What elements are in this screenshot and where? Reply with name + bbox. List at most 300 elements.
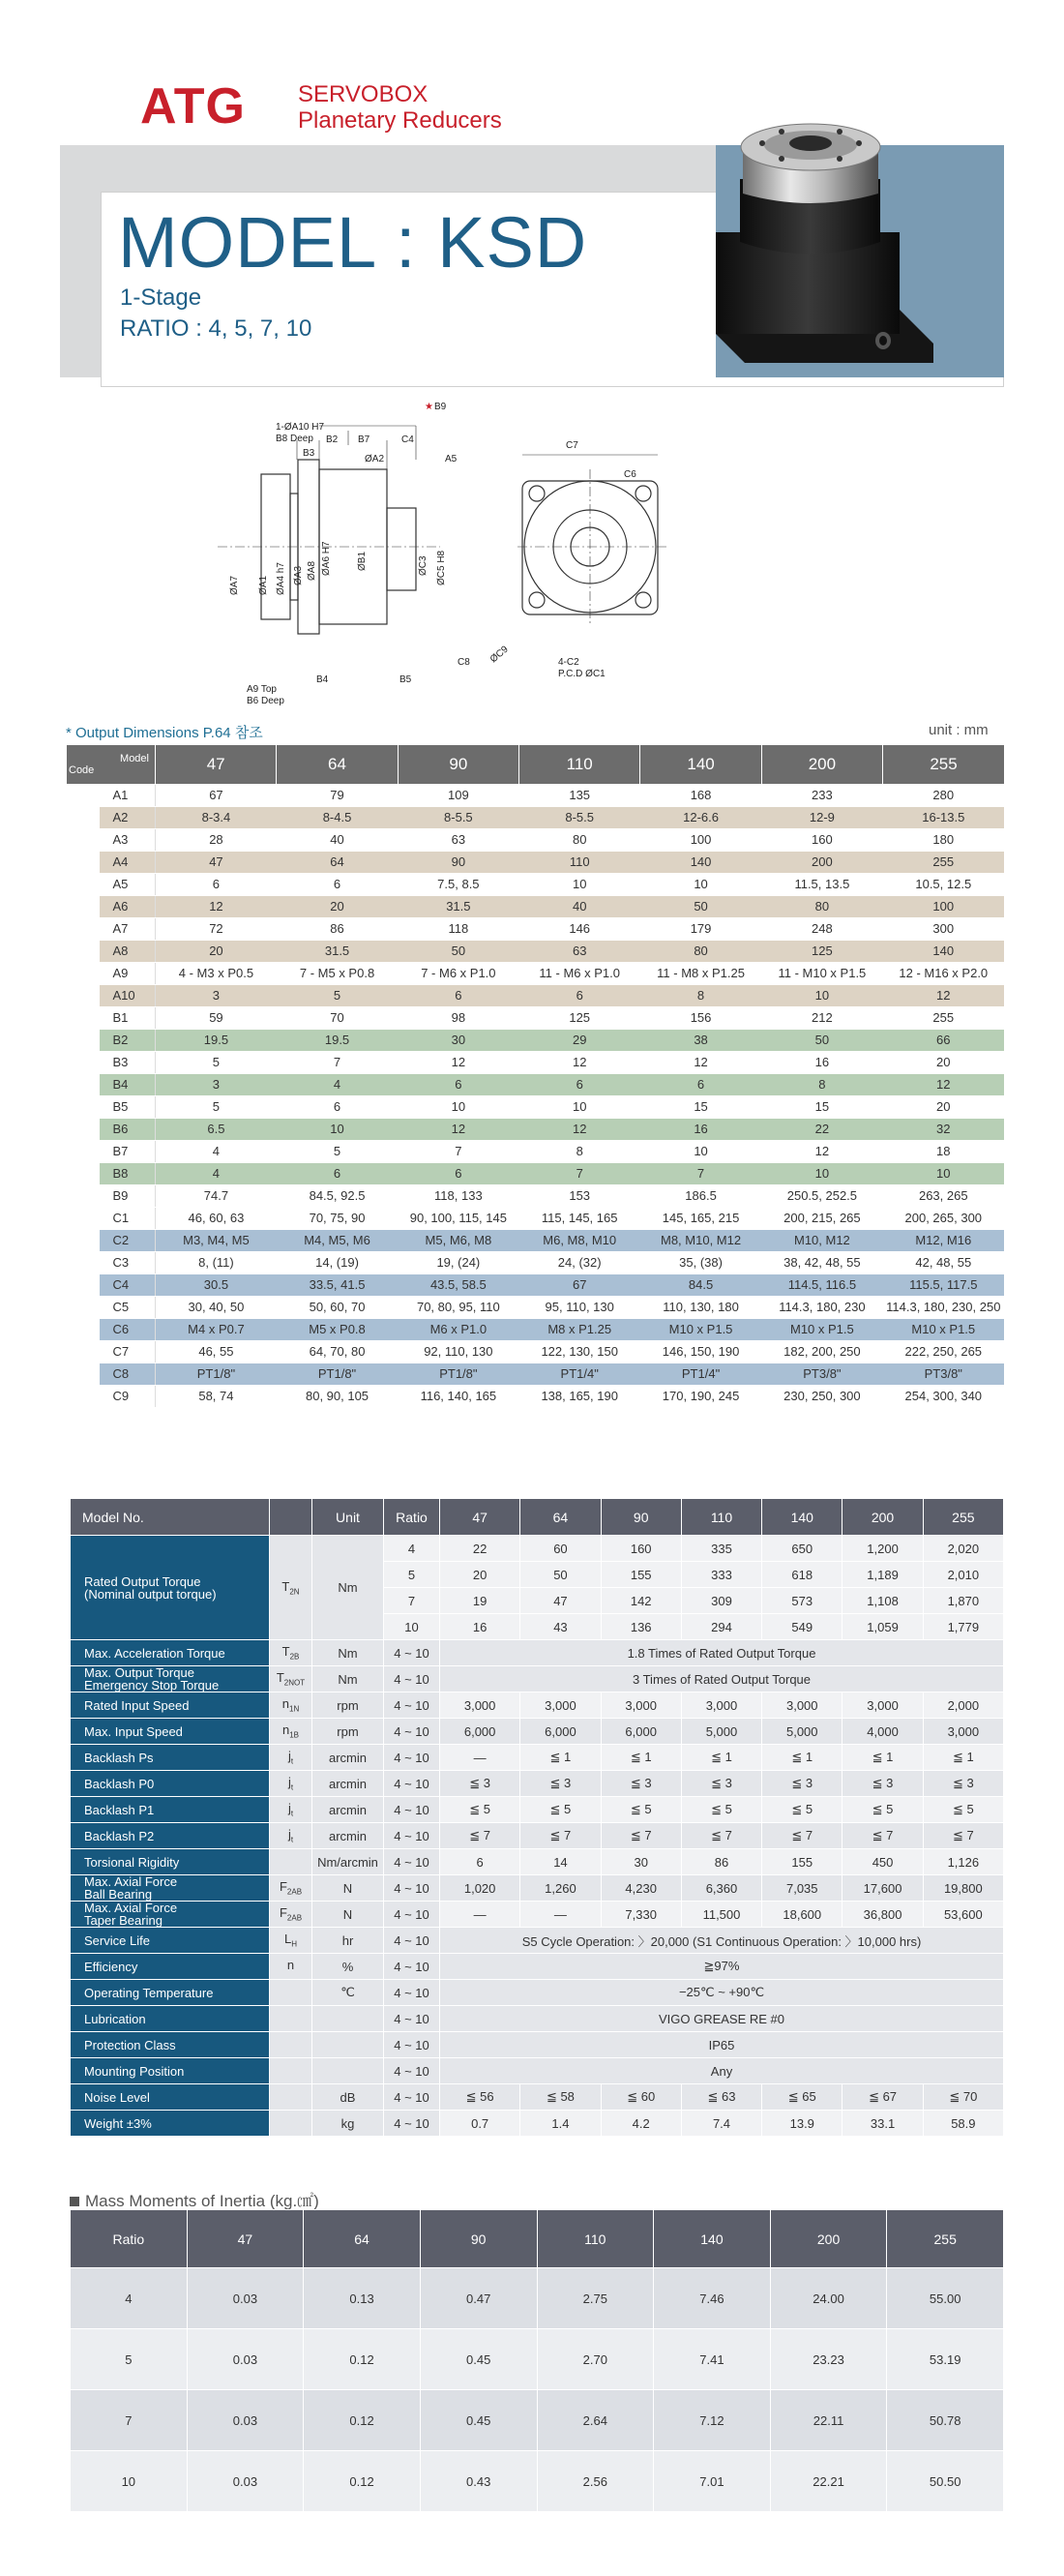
dimension-value: 58, 74 bbox=[156, 1385, 277, 1407]
dimension-value: 98 bbox=[398, 1006, 518, 1029]
spec-value: 3,000 bbox=[601, 1692, 681, 1719]
svg-text:C7: C7 bbox=[566, 440, 578, 451]
svg-text:ØB1: ØB1 bbox=[357, 551, 368, 571]
inertia-ratio: 10 bbox=[71, 2451, 188, 2512]
dimension-value: 255 bbox=[883, 1006, 1004, 1029]
inertia-col-header: 110 bbox=[537, 2210, 654, 2268]
inertia-value: 0.03 bbox=[187, 2390, 304, 2451]
spec-col-header: 64 bbox=[520, 1499, 601, 1536]
dimension-value: 200, 215, 265 bbox=[761, 1207, 882, 1229]
dimension-value: 12 bbox=[640, 1051, 761, 1073]
dimension-row bbox=[67, 1251, 1005, 1273]
dimension-value: 67 bbox=[156, 784, 277, 806]
inertia-ratio: 4 bbox=[71, 2268, 188, 2329]
spec-col-header: 200 bbox=[842, 1499, 923, 1536]
dimension-value: M4 x P0.7 bbox=[156, 1318, 277, 1340]
spec-value: 0.7 bbox=[440, 2111, 520, 2137]
spec-value: 333 bbox=[681, 1562, 761, 1588]
symbol-main: L bbox=[283, 1932, 292, 1947]
dimension-value: 40 bbox=[277, 828, 398, 851]
dimension-value: 12-6.6 bbox=[640, 806, 761, 828]
spec-col-header: 140 bbox=[762, 1499, 842, 1536]
dimension-code: C6 bbox=[100, 1318, 156, 1340]
spec-value: 1,020 bbox=[440, 1875, 520, 1902]
inertia-value: 55.00 bbox=[887, 2268, 1004, 2329]
dimension-code: A5 bbox=[100, 873, 156, 895]
dimension-value: 5 bbox=[156, 1051, 277, 1073]
spec-name: Max. Acceleration Torque bbox=[71, 1640, 270, 1666]
spec-unit: dB bbox=[312, 2084, 384, 2111]
spec-row bbox=[71, 1797, 1004, 1823]
spec-ratio: 7 bbox=[384, 1588, 440, 1614]
spec-value: 6,360 bbox=[681, 1875, 761, 1902]
col-header: 200 bbox=[761, 745, 882, 784]
dimension-value: 115.5, 117.5 bbox=[883, 1273, 1004, 1296]
inertia-value: 50.78 bbox=[887, 2390, 1004, 2451]
spec-name: Backlash Ps bbox=[71, 1745, 270, 1771]
spec-ratio: 4 ~ 10 bbox=[384, 2058, 440, 2084]
dimension-value: 4 bbox=[277, 1073, 398, 1095]
dimension-value: 42, 48, 55 bbox=[883, 1251, 1004, 1273]
dimension-code: A10 bbox=[100, 984, 156, 1006]
spec-value: ≦ 7 bbox=[762, 1823, 842, 1849]
inertia-col-header: 64 bbox=[304, 2210, 421, 2268]
spec-symbol bbox=[270, 2084, 312, 2111]
dimension-value: 10 bbox=[761, 1162, 882, 1184]
inertia-header-row bbox=[71, 2210, 1004, 2268]
spec-ratio: 4 ~ 10 bbox=[384, 2111, 440, 2137]
svg-text:ØC3: ØC3 bbox=[418, 555, 429, 576]
spec-unit: arcmin bbox=[312, 1823, 384, 1849]
dimension-value: 95, 110, 130 bbox=[519, 1296, 640, 1318]
svg-text:A9 Top: A9 Top bbox=[247, 684, 277, 695]
spec-value: 1,108 bbox=[842, 1588, 923, 1614]
svg-text:B2: B2 bbox=[326, 434, 339, 445]
dimension-value: 66 bbox=[883, 1029, 1004, 1051]
spec-name: Backlash P1 bbox=[71, 1797, 270, 1823]
dimension-value: 72 bbox=[156, 917, 277, 940]
dimension-value: 212 bbox=[761, 1006, 882, 1029]
dimension-value: 8 bbox=[640, 984, 761, 1006]
spec-unit bbox=[312, 2032, 384, 2058]
dimension-value: 135 bbox=[519, 784, 640, 806]
spec-ratio: 4 bbox=[384, 1536, 440, 1562]
dimension-value: 10 bbox=[640, 873, 761, 895]
spec-unit: rpm bbox=[312, 1692, 384, 1719]
model-info bbox=[120, 283, 311, 344]
spec-name: Max. Axial Force Taper Bearing bbox=[71, 1902, 270, 1928]
spec-symbol bbox=[270, 1536, 312, 1640]
inertia-value: 53.19 bbox=[887, 2329, 1004, 2390]
spec-symbol bbox=[270, 2111, 312, 2137]
dimension-code: C7 bbox=[100, 1340, 156, 1363]
dimension-value: 146 bbox=[519, 917, 640, 940]
dimension-value: 5 bbox=[277, 984, 398, 1006]
spec-unit: kg bbox=[312, 2111, 384, 2137]
spec-value: 1,126 bbox=[923, 1849, 1003, 1875]
dimension-row bbox=[67, 806, 1005, 828]
dimension-value: 8-5.5 bbox=[519, 806, 640, 828]
symbol-sub: 2AB bbox=[286, 1887, 303, 1897]
dimension-row bbox=[67, 1363, 1005, 1385]
svg-text:P.C.D ØC1: P.C.D ØC1 bbox=[558, 669, 606, 679]
dimension-code: B9 bbox=[100, 1184, 156, 1207]
spec-row bbox=[71, 1823, 1004, 1849]
dimension-value: 12-9 bbox=[761, 806, 882, 828]
dimension-value: M8, M10, M12 bbox=[640, 1229, 761, 1251]
inertia-col-header: 47 bbox=[187, 2210, 304, 2268]
spec-value: 3,000 bbox=[681, 1692, 761, 1719]
spec-value: ≦ 7 bbox=[601, 1823, 681, 1849]
spec-row bbox=[71, 1745, 1004, 1771]
dimension-value: 50 bbox=[398, 940, 518, 962]
dimension-value: 84.5, 92.5 bbox=[277, 1184, 398, 1207]
spec-name: Lubrication bbox=[71, 2006, 270, 2032]
dimension-code: A4 bbox=[100, 851, 156, 873]
svg-text:C4: C4 bbox=[401, 434, 414, 445]
dimension-code: B6 bbox=[100, 1118, 156, 1140]
col-header: 110 bbox=[519, 745, 640, 784]
dimension-row bbox=[67, 1385, 1005, 1407]
spec-span-value: VIGO GREASE RE #0 bbox=[440, 2006, 1004, 2032]
dimensions-header-row bbox=[67, 745, 1005, 784]
col-header: 90 bbox=[398, 745, 518, 784]
svg-text:B3: B3 bbox=[303, 448, 315, 459]
dimension-value: PT1/4" bbox=[640, 1363, 761, 1385]
svg-text:ØC5 H8: ØC5 H8 bbox=[436, 550, 447, 585]
spec-value: ≦ 1 bbox=[601, 1745, 681, 1771]
dimension-value: 20 bbox=[883, 1051, 1004, 1073]
spec-value: 60 bbox=[520, 1536, 601, 1562]
svg-text:ØA7: ØA7 bbox=[229, 575, 240, 595]
spec-value: 3,000 bbox=[520, 1692, 601, 1719]
spec-row bbox=[71, 2084, 1004, 2111]
spec-symbol bbox=[270, 2058, 312, 2084]
inertia-ratio: 7 bbox=[71, 2390, 188, 2451]
dimension-value: 10 bbox=[761, 984, 882, 1006]
inertia-title-text: Mass Moments of Inertia (kg.㎠) bbox=[85, 2192, 319, 2210]
symbol-sub: 2B bbox=[289, 1652, 300, 1662]
spec-value: ≦ 7 bbox=[440, 1823, 520, 1849]
dimension-value: 10 bbox=[277, 1118, 398, 1140]
spec-value: 18,600 bbox=[762, 1902, 842, 1928]
dimension-value: M6, M8, M10 bbox=[519, 1229, 640, 1251]
inertia-ratio: 5 bbox=[71, 2329, 188, 2390]
dimension-value: 50 bbox=[761, 1029, 882, 1051]
svg-text:ØA6 H7: ØA6 H7 bbox=[321, 541, 332, 576]
dimension-value: 64, 70, 80 bbox=[277, 1340, 398, 1363]
dimension-value: 80 bbox=[761, 895, 882, 917]
dimension-value: 153 bbox=[519, 1184, 640, 1207]
svg-text:4-C2: 4-C2 bbox=[558, 657, 579, 668]
inertia-value: 0.12 bbox=[304, 2329, 421, 2390]
spec-symbol bbox=[270, 1666, 312, 1692]
spec-unit: Nm bbox=[312, 1536, 384, 1640]
dimension-row bbox=[67, 1273, 1005, 1296]
spec-value: 2,010 bbox=[923, 1562, 1003, 1588]
dimension-value: M10 x P1.5 bbox=[883, 1318, 1004, 1340]
dimension-value: 46, 60, 63 bbox=[156, 1207, 277, 1229]
spec-value: 6,000 bbox=[520, 1719, 601, 1745]
dimension-value: 125 bbox=[519, 1006, 640, 1029]
symbol-main: n bbox=[281, 1696, 289, 1712]
symbol-main: j bbox=[287, 1801, 291, 1816]
dimension-code: B3 bbox=[100, 1051, 156, 1073]
spec-value: ≦ 3 bbox=[440, 1771, 520, 1797]
spec-value: ≦ 3 bbox=[762, 1771, 842, 1797]
symbol-sub: 2AB bbox=[286, 1913, 303, 1923]
symbol-sub: t bbox=[290, 1782, 294, 1792]
spec-name: Noise Level bbox=[71, 2084, 270, 2111]
dimension-value: 4 bbox=[156, 1162, 277, 1184]
spec-ratio: 4 ~ 10 bbox=[384, 1666, 440, 1692]
dimension-value: 138, 165, 190 bbox=[519, 1385, 640, 1407]
dimension-value: 16 bbox=[640, 1118, 761, 1140]
spec-value: 50 bbox=[520, 1562, 601, 1588]
spec-value: 6,000 bbox=[601, 1719, 681, 1745]
dimension-value: 84.5 bbox=[640, 1273, 761, 1296]
dimension-value: 30, 40, 50 bbox=[156, 1296, 277, 1318]
spec-ratio: 4 ~ 10 bbox=[384, 1980, 440, 2006]
dimension-value: 248 bbox=[761, 917, 882, 940]
dimension-value: 145, 165, 215 bbox=[640, 1207, 761, 1229]
group-label: A bbox=[67, 784, 100, 1006]
dimension-value: 4 bbox=[156, 1140, 277, 1162]
inertia-row bbox=[71, 2451, 1004, 2512]
spec-value: 53,600 bbox=[923, 1902, 1003, 1928]
spec-value: 4,230 bbox=[601, 1875, 681, 1902]
dimension-value: 12 bbox=[519, 1051, 640, 1073]
dimension-value: 10 bbox=[398, 1095, 518, 1118]
dimension-value: 59 bbox=[156, 1006, 277, 1029]
symbol-sub: t bbox=[290, 1835, 294, 1844]
brand-line-reducers: Planetary Reducers bbox=[298, 107, 502, 134]
product-image bbox=[706, 87, 958, 377]
inertia-value: 0.43 bbox=[420, 2451, 537, 2512]
spec-value: 5,000 bbox=[762, 1719, 842, 1745]
dimension-row bbox=[67, 1207, 1005, 1229]
spec-value: 1,189 bbox=[842, 1562, 923, 1588]
spec-col-header: Unit bbox=[312, 1499, 384, 1536]
page-title: MODEL : KSD bbox=[118, 202, 588, 283]
spec-col-header bbox=[270, 1499, 312, 1536]
spec-name: Torsional Rigidity bbox=[71, 1849, 270, 1875]
spec-symbol bbox=[270, 1954, 312, 1980]
spec-value: 160 bbox=[601, 1536, 681, 1562]
spec-ratio: 4 ~ 10 bbox=[384, 2084, 440, 2111]
spec-value: ≦ 3 bbox=[842, 1771, 923, 1797]
dimension-value: PT3/8" bbox=[761, 1363, 882, 1385]
spec-value: 13.9 bbox=[762, 2111, 842, 2137]
svg-text:A5: A5 bbox=[445, 454, 458, 464]
spec-value: 618 bbox=[762, 1562, 842, 1588]
spec-unit bbox=[312, 2006, 384, 2032]
spec-name: Rated Input Speed bbox=[71, 1692, 270, 1719]
spec-value: 58.9 bbox=[923, 2111, 1003, 2137]
spec-row bbox=[71, 1954, 1004, 1980]
dimension-row bbox=[67, 1140, 1005, 1162]
spec-name: Weight ±3% bbox=[71, 2111, 270, 2137]
dimension-code: C9 bbox=[100, 1385, 156, 1407]
spec-value: 549 bbox=[762, 1614, 842, 1640]
dimension-code: B2 bbox=[100, 1029, 156, 1051]
inertia-col-header: 200 bbox=[770, 2210, 887, 2268]
dimension-value: 3 bbox=[156, 984, 277, 1006]
dimension-value: 160 bbox=[761, 828, 882, 851]
dimension-code: A3 bbox=[100, 828, 156, 851]
svg-text:ØA4 h7: ØA4 h7 bbox=[276, 562, 286, 595]
spec-value: 30 bbox=[601, 1849, 681, 1875]
dimension-value: 31.5 bbox=[277, 940, 398, 962]
group-label: B bbox=[67, 1006, 100, 1207]
spec-value: 3,000 bbox=[440, 1692, 520, 1719]
spec-span-value: Any bbox=[440, 2058, 1004, 2084]
spec-value: ≦ 58 bbox=[520, 2084, 601, 2111]
dimension-value: 12 bbox=[761, 1140, 882, 1162]
spec-row bbox=[71, 1640, 1004, 1666]
dimension-value: 16-13.5 bbox=[883, 806, 1004, 828]
dimension-code: C2 bbox=[100, 1229, 156, 1251]
dimension-value: 263, 265 bbox=[883, 1184, 1004, 1207]
dimension-value: 114.3, 180, 230 bbox=[761, 1296, 882, 1318]
spec-symbol bbox=[270, 1875, 312, 1902]
spec-ratio: 4 ~ 10 bbox=[384, 1902, 440, 1928]
dimension-value: 63 bbox=[519, 940, 640, 962]
dimension-value: 12 bbox=[398, 1051, 518, 1073]
dimension-value: 38, 42, 48, 55 bbox=[761, 1251, 882, 1273]
spec-col-header: 90 bbox=[601, 1499, 681, 1536]
dimension-value: 90, 100, 115, 145 bbox=[398, 1207, 518, 1229]
spec-value: 86 bbox=[681, 1849, 761, 1875]
spec-value: 309 bbox=[681, 1588, 761, 1614]
dimension-value: 118 bbox=[398, 917, 518, 940]
spec-value: ≦ 5 bbox=[520, 1797, 601, 1823]
spec-value: — bbox=[440, 1745, 520, 1771]
spec-value: ≦ 63 bbox=[681, 2084, 761, 2111]
dimension-row bbox=[67, 895, 1005, 917]
dimension-value: 47 bbox=[156, 851, 277, 873]
symbol-sub: t bbox=[290, 1756, 294, 1766]
spec-span-value: S5 Cycle Operation: 〉20,000 (S1 Continuous Operation: 〉10,000 hrs) bbox=[440, 1928, 1004, 1954]
dimension-code: A7 bbox=[100, 917, 156, 940]
dimension-value: 100 bbox=[640, 828, 761, 851]
spec-value: ≦ 5 bbox=[440, 1797, 520, 1823]
svg-text:B5: B5 bbox=[399, 674, 412, 685]
spec-span-value: 3 Times of Rated Output Torque bbox=[440, 1666, 1004, 1692]
dimension-value: 8-4.5 bbox=[277, 806, 398, 828]
col-header: 140 bbox=[640, 745, 761, 784]
dimension-value: 233 bbox=[761, 784, 882, 806]
spec-value: ≦ 1 bbox=[762, 1745, 842, 1771]
inertia-value: 2.75 bbox=[537, 2268, 654, 2329]
spec-unit: arcmin bbox=[312, 1745, 384, 1771]
dimension-value: 19, (24) bbox=[398, 1251, 518, 1273]
output-dimensions-note: * Output Dimensions P.64 참조 bbox=[66, 725, 263, 741]
dimension-value: 7 - M5 x P0.8 bbox=[277, 962, 398, 984]
spec-symbol bbox=[270, 1980, 312, 2006]
col-header: 64 bbox=[277, 745, 398, 784]
dimension-value: 255 bbox=[883, 851, 1004, 873]
inertia-value: 23.23 bbox=[770, 2329, 887, 2390]
spec-value: 4,000 bbox=[842, 1719, 923, 1745]
spec-ratio: 4 ~ 10 bbox=[384, 1823, 440, 1849]
dimension-code: A1 bbox=[100, 784, 156, 806]
svg-text:B4: B4 bbox=[316, 674, 329, 685]
dimension-value: 222, 250, 265 bbox=[883, 1340, 1004, 1363]
dimension-row bbox=[67, 1095, 1005, 1118]
symbol-main: j bbox=[287, 1749, 291, 1764]
inertia-value: 0.45 bbox=[420, 2329, 537, 2390]
dimension-value: 250.5, 252.5 bbox=[761, 1184, 882, 1207]
dimension-value: 6.5 bbox=[156, 1118, 277, 1140]
dimension-code: A2 bbox=[100, 806, 156, 828]
dimension-value: M10 x P1.5 bbox=[761, 1318, 882, 1340]
svg-text:1-ØA10 H7: 1-ØA10 H7 bbox=[276, 422, 325, 433]
col-header: 255 bbox=[883, 745, 1004, 784]
inertia-value: 2.56 bbox=[537, 2451, 654, 2512]
spec-row bbox=[71, 1771, 1004, 1797]
dimension-code: A9 bbox=[100, 962, 156, 984]
spec-value: ≦ 7 bbox=[842, 1823, 923, 1849]
spec-unit: N bbox=[312, 1902, 384, 1928]
dimension-value: 8 bbox=[519, 1140, 640, 1162]
inertia-table bbox=[70, 2209, 1004, 2512]
spec-value: ≦ 3 bbox=[681, 1771, 761, 1797]
inertia-value: 22.11 bbox=[770, 2390, 887, 2451]
dimension-value: 11 - M8 x P1.25 bbox=[640, 962, 761, 984]
spec-value: 14 bbox=[520, 1849, 601, 1875]
dimension-value: 12 bbox=[883, 984, 1004, 1006]
dimension-value: 156 bbox=[640, 1006, 761, 1029]
symbol-sub: t bbox=[290, 1809, 294, 1818]
spec-symbol bbox=[270, 1745, 312, 1771]
unit-label: unit : mm bbox=[929, 722, 989, 738]
spec-unit: Nm/arcmin bbox=[312, 1849, 384, 1875]
spec-span-value: IP65 bbox=[440, 2032, 1004, 2058]
inertia-col-header: 140 bbox=[654, 2210, 771, 2268]
spec-value: 43 bbox=[520, 1614, 601, 1640]
spec-ratio: 4 ~ 10 bbox=[384, 1954, 440, 1980]
spec-value: 3,000 bbox=[842, 1692, 923, 1719]
spec-name: Backlash P0 bbox=[71, 1771, 270, 1797]
spec-ratio: 4 ~ 10 bbox=[384, 1849, 440, 1875]
spec-row bbox=[71, 1928, 1004, 1954]
dimension-value: 90 bbox=[398, 851, 518, 873]
dimension-value: 114.5, 116.5 bbox=[761, 1273, 882, 1296]
svg-text:ØC9: ØC9 bbox=[488, 644, 511, 666]
spec-value: ≦ 65 bbox=[762, 2084, 842, 2111]
spec-col-header: Ratio bbox=[384, 1499, 440, 1536]
spec-value: 19 bbox=[440, 1588, 520, 1614]
dimension-value: 114.3, 180, 230, 250 bbox=[883, 1296, 1004, 1318]
svg-text:ØA8: ØA8 bbox=[307, 560, 317, 581]
spec-col-header: 255 bbox=[923, 1499, 1003, 1536]
dimension-code: B1 bbox=[100, 1006, 156, 1029]
dimension-row bbox=[67, 1162, 1005, 1184]
spec-value: — bbox=[520, 1902, 601, 1928]
dimension-value: 18 bbox=[883, 1140, 1004, 1162]
dimension-value: 20 bbox=[883, 1095, 1004, 1118]
spec-symbol bbox=[270, 1719, 312, 1745]
dimension-code: B4 bbox=[100, 1073, 156, 1095]
dimension-value: M5 x P0.8 bbox=[277, 1318, 398, 1340]
dimension-value: 29 bbox=[519, 1029, 640, 1051]
symbol-main: j bbox=[287, 1775, 291, 1790]
spec-unit: Nm bbox=[312, 1666, 384, 1692]
inertia-value: 2.64 bbox=[537, 2390, 654, 2451]
inertia-row bbox=[71, 2390, 1004, 2451]
spec-value: ≦ 1 bbox=[520, 1745, 601, 1771]
